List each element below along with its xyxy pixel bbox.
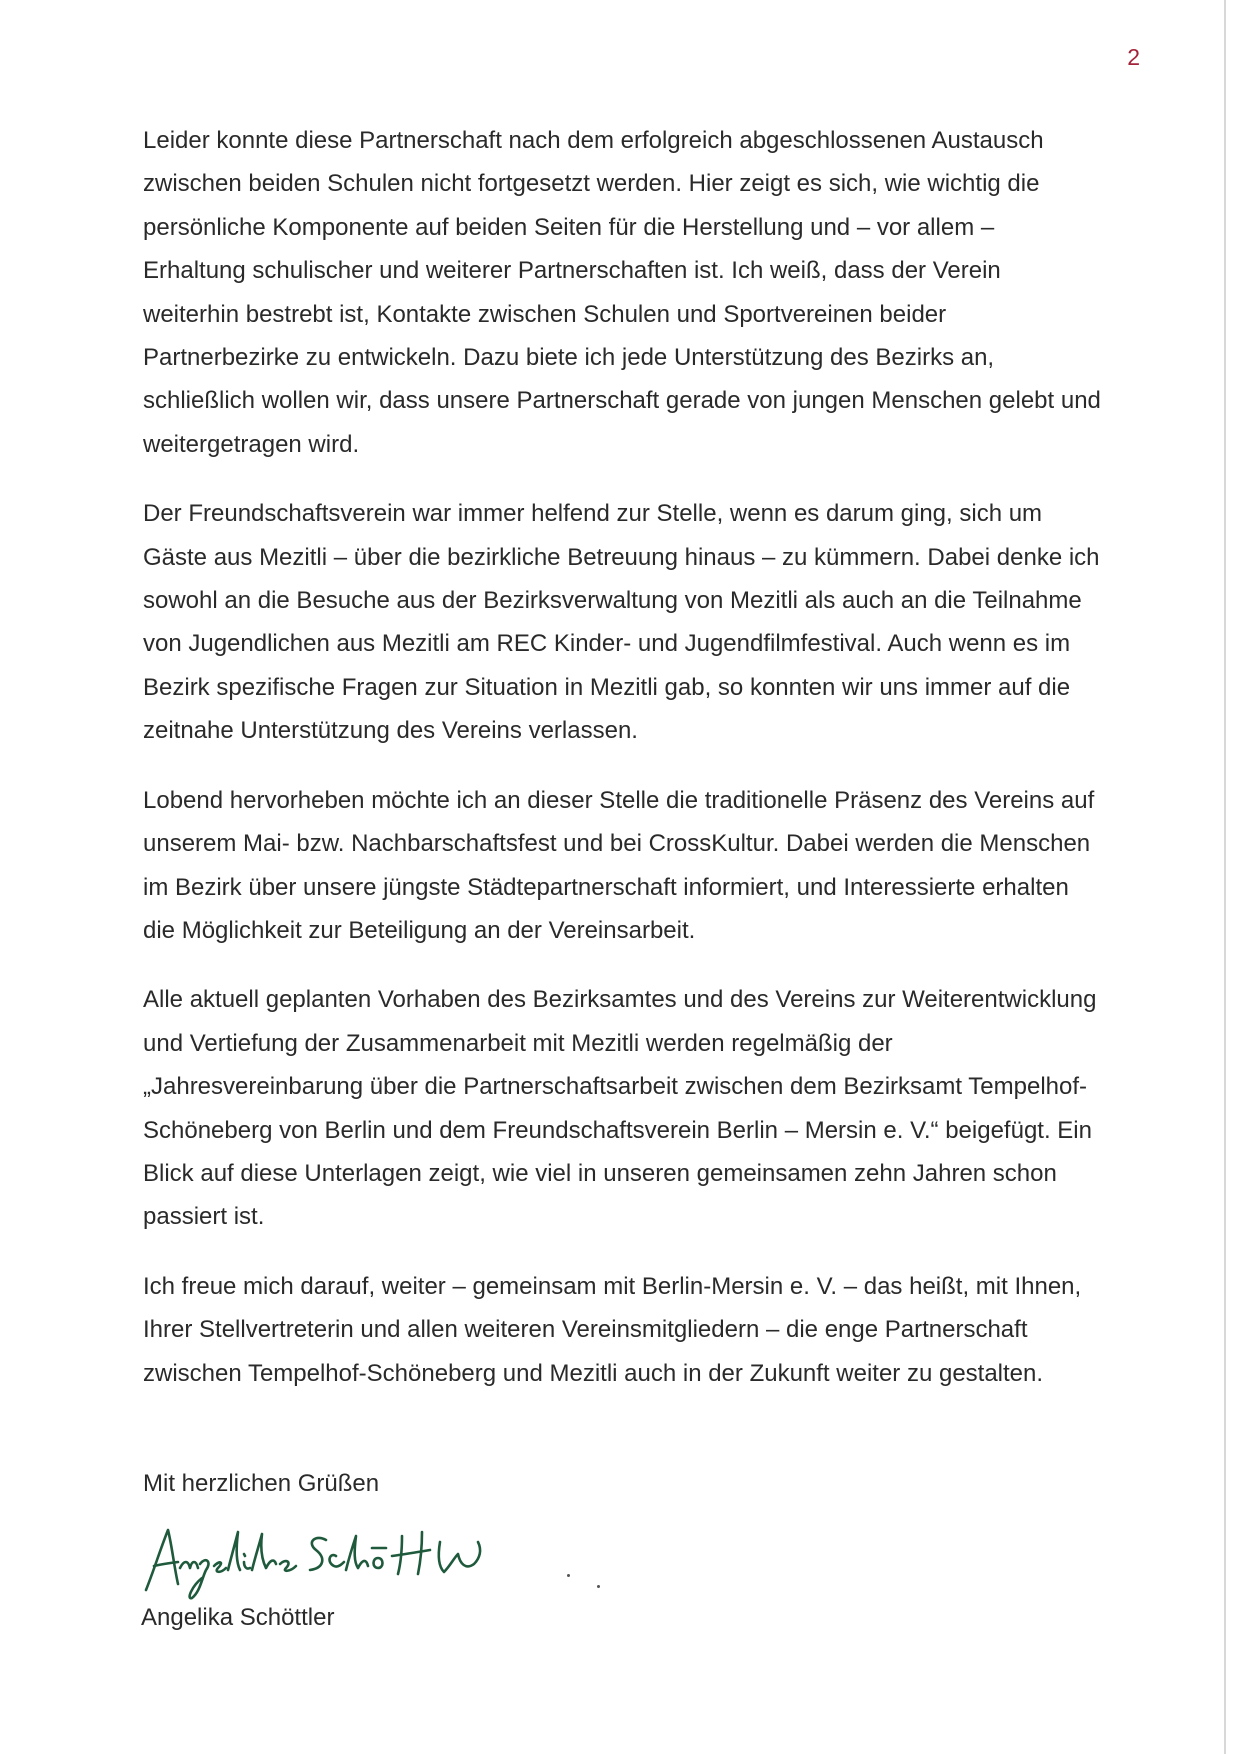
paragraph-2: Der Freundschaftsverein war immer helfend zur Stelle, wenn es darum ging, sich um Gäste aus Mezitli – über die bezirkliche Betreuung hinaus – zu kümmern. Dabei denke ich sowohl an die Besuche aus der Bezirksverwaltung von Mezitli als auch an die Teilnahme von Jugendlichen aus Mezitli am REC Kinder- und Jugendfilmfestival. Auch wenn es im Bezirk spezifische Fragen zur Situation in Mezitli gab, so konnten wir uns immer auf die zeitnahe Unterstützung des Vereins verlassen. [143,500,1100,745]
closing-salutation: Mit herzlichen Grüßen [143,1470,380,1497]
paragraph-5: Ich freue mich darauf, weiter – gemeinsam mit Berlin-Mersin e. V. – das heißt, mit Ihnen, Ihrer Stellvertreterin und allen weiteren Vereinsmitgliedern – die enge Partnerschaft zwischen Tempelhof-Schöneberg und Mezitli auch in der Zukunft weiter zu gestalten. [143,1272,1082,1387]
scan-edge-line [1224,0,1226,1754]
paragraph-4: Alle aktuell geplanten Vorhaben des Bezirksamtes und des Vereins zur Weiterentwicklung und Vertiefung der Zusammenarbeit mit Mezitli werden regelmäßig der „Jahresvereinbarung über die Partnerschaftsarbeit zwischen dem Bezirksamt Tempelhof-Schöneberg von Berlin und dem Freundschaftsverein Berlin – Mersin e. V.“ beigefügt. Ein Blick auf diese Unterlagen zeigt, wie viel in unseren gemeinsamen zehn Jahren schon passiert ist. [143,986,1097,1231]
page-number: 2 [1127,44,1140,70]
paragraph-3: Lobend hervorheben möchte ich an dieser Stelle die traditionelle Präsenz des Vereins auf unserem Mai- bzw. Nachbarschaftsfest und bei CrossKultur. Dabei werden die Menschen im Bezirk über unsere jüngste Städtepartnerschaft informiert, und Interessierte erhalten die Möglichkeit zur Beteiligung an der Vereinsarbeit. [143,786,1095,944]
handwritten-signature [140,1508,500,1600]
signer-name: Angelika Schöttler [141,1604,335,1631]
scan-speck [597,1585,600,1588]
scan-speck [567,1574,570,1577]
letter-body [143,119,1103,1421]
paragraph-1: Leider konnte diese Partnerschaft nach dem erfolgreich abgeschlossenen Austausch zwischen beiden Schulen nicht fortgesetzt werden. Hier zeigt es sich, wie wichtig die persönliche Komponente auf beiden Seiten für die Herstellung und – vor allem – Erhaltung schulischer und weiterer Partnerschaften ist. Ich weiß, dass der Verein weiterhin bestrebt ist, Kontakte zwischen Schulen und Sportvereinen beider Partnerbezirke zu entwickeln. Dazu biete ich jede Unterstützung des Bezirks an, schließlich wollen wir, dass unsere Partnerschaft gerade von jungen Menschen gelebt und weitergetragen wird. [143,127,1101,458]
